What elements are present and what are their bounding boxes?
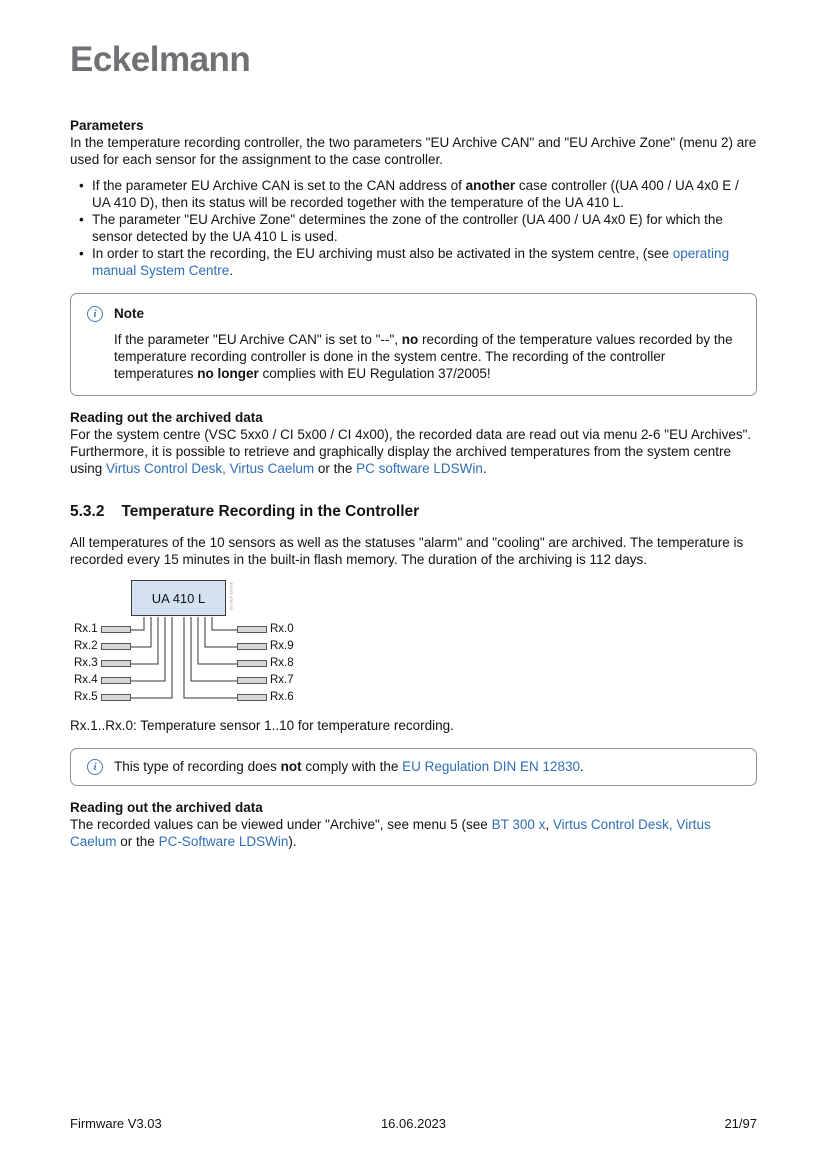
parameters-intro: In the temperature recording controller, the two parameters "EU Archive CAN" and "EU Archive Zone" (menu 2) are used for each sensor for the assignment to the case controller. xyxy=(70,135,757,167)
text-segment: If the parameter EU Archive CAN is set to the CAN address of xyxy=(92,178,466,193)
info-glyph: i xyxy=(93,308,97,320)
section-title: Temperature Recording in the Controller xyxy=(121,503,420,520)
sensor-label: Rx.3 xyxy=(74,657,98,669)
sensor-label: Rx.7 xyxy=(270,674,294,686)
text-segment: . xyxy=(580,759,584,774)
bullet-item xyxy=(70,245,757,279)
footer-date: 16.06.2023 xyxy=(380,1116,447,1131)
wire-path xyxy=(184,617,237,698)
section-intro: All temperatures of the 10 sensors as well as the statuses "alarm" and "cooling" are archived. The temperature is recorded every 15 minutes in the built-in flash memory. The duration of the archiving is 112 days. xyxy=(70,535,744,567)
link-eu-regulation-din-en-12830[interactable]: EU Regulation DIN EN 12830 xyxy=(402,759,580,774)
note-content xyxy=(114,758,740,775)
company-logo: Eckelmann xyxy=(70,40,251,79)
text-segment: . xyxy=(482,461,487,476)
sensor-connector xyxy=(237,694,267,701)
parameters-bullet-list xyxy=(70,177,757,279)
controller-box-label: UA 410 L xyxy=(151,590,206,606)
wire-path xyxy=(131,617,144,630)
info-icon xyxy=(87,759,103,775)
sensor-connector xyxy=(101,660,131,667)
bullet-icon: • xyxy=(79,246,84,261)
link-pc-software-ldswin[interactable]: PC software LDSWin xyxy=(356,461,483,476)
sensor-connector xyxy=(237,677,267,684)
diagram-caption: Rx.1..Rx.0: Temperature sensor 1..10 for temperature recording. xyxy=(70,718,454,733)
sensor-connector xyxy=(101,643,131,650)
bullet-text xyxy=(92,178,739,210)
text-segment: or the xyxy=(314,461,357,476)
sensor-label: Rx.9 xyxy=(270,640,294,652)
link-pc-software-ldswin-2[interactable]: PC-Software LDSWin xyxy=(158,834,289,849)
link-bt-300-x[interactable]: BT 300 x xyxy=(491,817,546,832)
text-segment: The recorded values can be viewed under "Archive", see menu 5 (see xyxy=(70,817,492,832)
sensor-label: Rx.6 xyxy=(270,691,294,703)
text-segment: case controller ((UA 400 / UA 4x0 E / UA 410 D), then its status will be recorded together with the temperature of the UA 410 L. xyxy=(92,178,739,210)
text-segment-bold: no longer xyxy=(197,366,259,381)
reading-archived-data-text-2 xyxy=(70,816,757,850)
sensor-label: Rx.4 xyxy=(74,674,98,686)
note-content xyxy=(114,305,740,382)
sensor-label: Rx.8 xyxy=(270,657,294,669)
footer-page-number: 21/97 xyxy=(724,1116,757,1131)
wire-path xyxy=(131,617,165,681)
note-box xyxy=(70,293,757,396)
sensor-connector xyxy=(101,694,131,701)
wire-path xyxy=(198,617,237,664)
text-segment-bold: another xyxy=(465,178,516,193)
info-icon xyxy=(87,306,103,322)
sensor-label: Rx.0 xyxy=(270,623,294,635)
text-segment: This type of recording does xyxy=(114,759,281,774)
wire-path xyxy=(205,617,237,647)
text-segment-bold: not xyxy=(280,759,302,774)
sensor-label: Rx.1 xyxy=(74,623,98,635)
sensor-connector xyxy=(101,677,131,684)
text-segment: ). xyxy=(288,834,297,849)
reading-archived-data-heading: Reading out the archived data xyxy=(70,410,263,425)
sensor-label: Rx.5 xyxy=(74,691,98,703)
text-segment: or the xyxy=(116,834,159,849)
reading-archived-data-heading-2: Reading out the archived data xyxy=(70,800,263,815)
text-segment: For the system centre (VSC 5xx0 / CI 5x00 / CI 4x00), the recorded data are read out via menu 2-6 "EU Archives". Furthermore, it is possible to retrieve and graphically display the archived temperatures from the system centre using xyxy=(70,427,752,476)
bullet-text xyxy=(92,246,729,278)
page-footer xyxy=(70,1116,757,1131)
bullet-text xyxy=(92,212,723,244)
link-virtus-control-desk-caelum-2[interactable]: Virtus Control Desk, Virtus Caelum xyxy=(70,817,711,849)
sensor-wiring-diagram xyxy=(74,580,366,708)
sensor-label: Rx.2 xyxy=(74,640,98,652)
link-operating-manual-system-centre[interactable]: operating manual System Centre xyxy=(92,246,730,278)
sensor-connector xyxy=(237,643,267,650)
note-body xyxy=(114,331,740,382)
text-segment: , xyxy=(545,817,553,832)
parameters-heading: Parameters xyxy=(70,118,144,133)
reading-archived-data-text xyxy=(70,426,757,477)
text-segment: recording of the temperature values recorded by the temperature recording controller is done in the system centre. The recording of the controller temperatures xyxy=(114,332,733,381)
section-heading xyxy=(70,502,757,521)
controller-box xyxy=(131,580,226,616)
info-glyph: i xyxy=(93,761,97,773)
text-segment: In order to start the recording, the EU archiving must also be activated in the system centre, (see xyxy=(92,246,673,261)
bullet-item xyxy=(70,177,757,211)
diagram-part-number: 91003-430-02 xyxy=(229,582,234,611)
bullet-item xyxy=(70,211,757,245)
bullet-icon: • xyxy=(79,178,84,193)
text-segment-bold: no xyxy=(401,332,419,347)
link-virtus-control-desk-caelum[interactable]: Virtus Control Desk, Virtus Caelum xyxy=(106,461,315,476)
text-segment: The parameter "EU Archive Zone" determines the zone of the controller (UA 400 / UA 4x0 E) for which the sensor detected by the UA 410 L is used. xyxy=(92,212,723,244)
wire-path xyxy=(131,617,151,647)
sensor-connector xyxy=(101,626,131,633)
sensor-connector xyxy=(237,626,267,633)
note-title: Note xyxy=(114,306,144,321)
wire-path xyxy=(212,617,237,630)
footer-firmware-version: Firmware V3.03 xyxy=(70,1116,162,1131)
text-segment: If the parameter "EU Archive CAN" is set to "--", xyxy=(114,332,402,347)
section-number: 5.3.2 xyxy=(70,503,105,520)
text-segment: comply with the xyxy=(301,759,403,774)
text-segment: . xyxy=(229,263,234,278)
text-segment: complies with EU Regulation 37/2005! xyxy=(258,366,491,381)
bullet-icon: • xyxy=(79,212,84,227)
sensor-connector xyxy=(237,660,267,667)
note-box xyxy=(70,748,757,786)
